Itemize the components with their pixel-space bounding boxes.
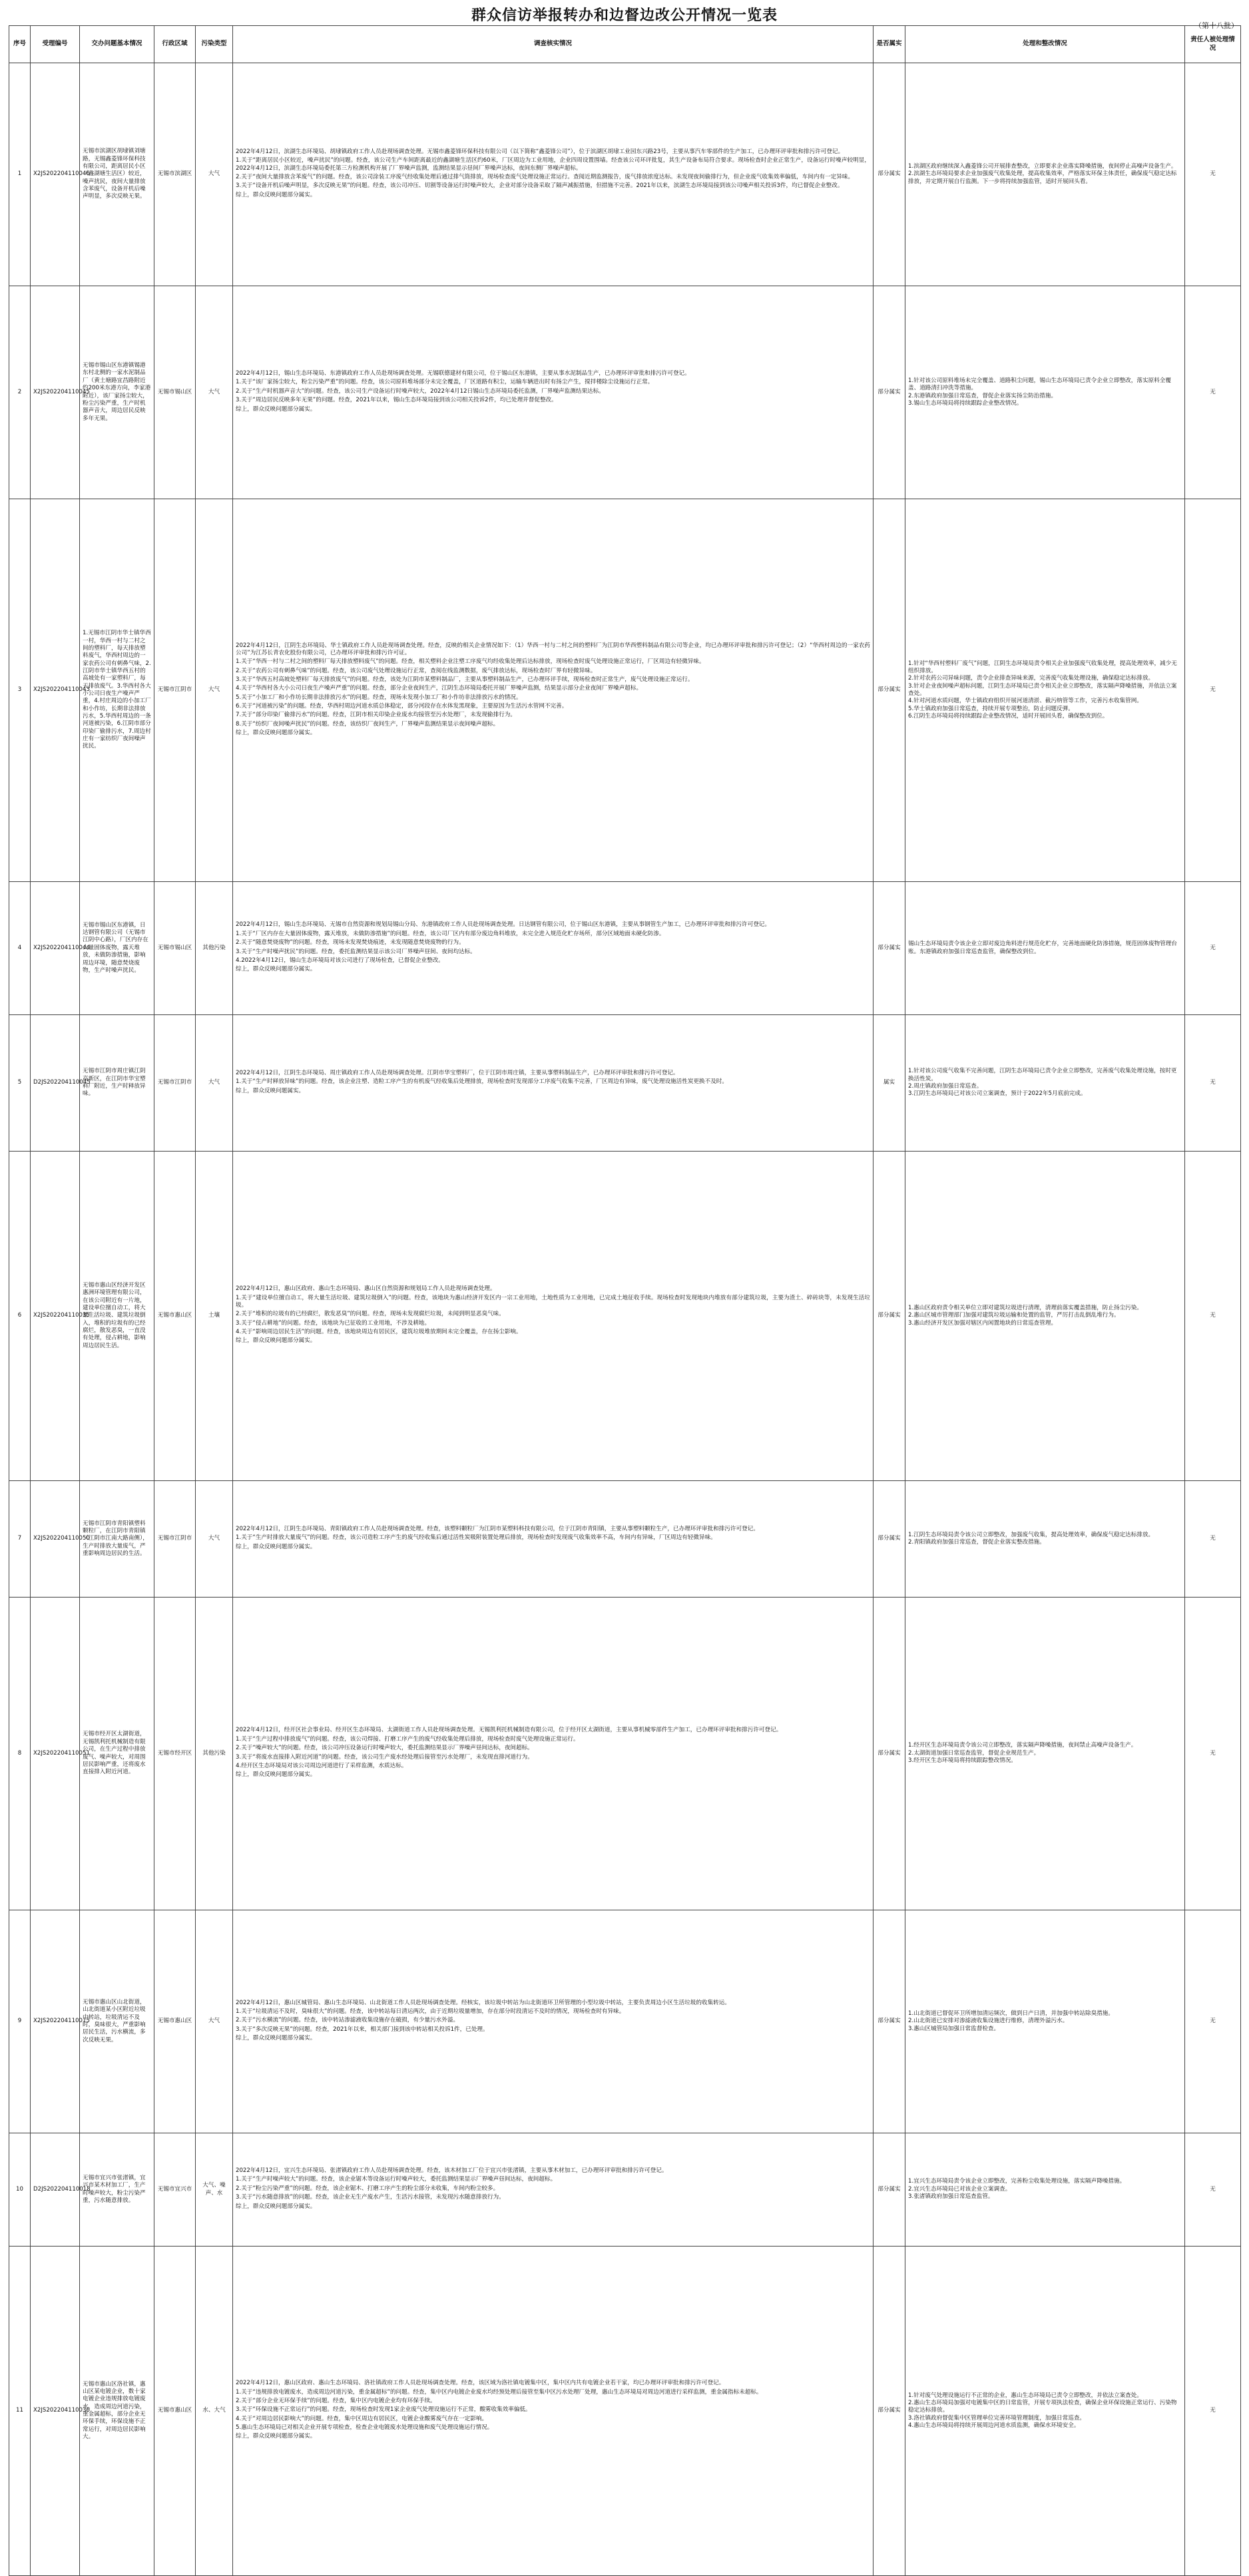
investigation-paragraph: 综上，群众反映问题部分属实。	[236, 2035, 316, 2042]
district: 无锡市锡山区	[154, 286, 196, 499]
investigation-paragraph: 4.关于“华西村各大小公司日夜生产噪声严重”的问题。经查，部分企业夜间生产，江阴生态环境局委托开展厂界噪声监测，结果显示部分企业夜间厂界噪声超标。	[236, 685, 642, 692]
batch-label: （第十八批）	[1194, 21, 1238, 30]
district: 无锡市惠山区	[154, 1152, 196, 1481]
verified-status: 部分属实	[874, 63, 905, 286]
district: 无锡市江阴市	[154, 1015, 196, 1152]
row-number: 9	[9, 1910, 31, 2133]
handling-details: 1.山北街道已督促环卫所增加清运频次，做到日产日清，并加强中转站除臭措施。 2.山北街道已安排对渗滤液收集设施进行维修，清理外溢污水。 3.惠山区城管局加强日常监督检查。	[905, 1910, 1185, 2133]
accountability: 无	[1185, 2247, 1241, 2576]
accountability: 无	[1185, 63, 1241, 286]
investigation-details	[233, 286, 874, 499]
receipt-code: X2JS202204110051	[31, 1598, 80, 1910]
handling-details: 1.江阴生态环境局责令该公司立即整改，加强废气收集，提高处理效率，确保废气稳定达标排放。 2.青阳镇政府加强日常巡查，督促企业落实整改措施。	[905, 1481, 1185, 1598]
investigation-paragraph: 2.关于“生产时机器声音大”的问题。经查，该公司生产设备运行时噪声较大，2022年4月12日锡山生态环境局委托监测，厂界噪声监测结果达标。	[236, 387, 605, 395]
row-number: 5	[9, 1015, 31, 1152]
issue-summary: 无锡市滨湖区胡埭镇刘塘路，无锡鑫菱锋环保科技有限公司，距离居民小区（鑫湖塘生活区）较近，噪声扰民，夜间大量排放含苯废气，设备开机后噪声明显，多次反映无果。	[80, 63, 154, 286]
pollution-type: 大气、噪声、水	[196, 2133, 233, 2247]
investigation-paragraph: 1.关于“生产时排放大量废气”的问题。经查，该公司造粒工序产生的废气经收集后通过活性炭吸附装置处理后排放，现场检查时发现废气收集效率不高，车间内有异味，厂区周边有轻微异味。	[236, 1534, 716, 1542]
district: 无锡市经开区	[154, 1598, 196, 1910]
table-row	[9, 882, 1241, 1015]
accountability: 无	[1185, 1598, 1241, 1910]
investigation-paragraph: 1.关于“违规排放电镀废水，造成周边河道污染，重金属超标”的问题。经查，集中区内电镀企业废水均经预处理后接管至集中区污水处理厂处理，惠山生态环境局对周边河道进行采样监测，重金属指标未超标。	[236, 2388, 762, 2396]
investigation-paragraph: 2022年4月12日，江阴生态环境局、华士镇政府工作人员赴现场调查处理。经查，反映的相关企业情况如下：（1）华西一村与二村之间的塑料厂为江阴市华西塑料制品有限公司等企业，均已办理环评审批和排污许可登记；（2）“华西村周边的一家农药公司”为江苏长青农化股份有限公司，已办理环评审批和排污许可证。	[236, 642, 870, 656]
table-row	[9, 1598, 1241, 1910]
table-header-row	[9, 26, 1241, 63]
district: 无锡市江阴市	[154, 499, 196, 882]
investigation-paragraph: 2.关于“污水横流”的问题。经查，该中转站渗滤液收集设施存在破损，有少量污水外溢。	[236, 2017, 459, 2024]
accountability: 无	[1185, 1481, 1241, 1598]
handling-details: 1.针对该公司原料堆场未完全覆盖、道路积尘问题，锡山生态环境局已责令企业立即整改，落实原料全覆盖、道路清扫冲洗等措施。 2.东港镇政府加强日常巡查，督促企业落实扬尘防治措施。 3.锡山生态环境局将持续跟踪企业整改情况。	[905, 286, 1185, 499]
issue-summary: 无锡市经开区太湖街道，无锡凯利托机械制造有限公司，在生产过程中排放废气、噪声较大，对周围居民影响严重，还将废水直接排入附近河道。	[80, 1598, 154, 1910]
investigation-paragraph: 1.关于“生产时噪声较大”的问题。经查，该企业锯木等设备运行时噪声较大，委托监测结果显示厂界噪声昼间达标，夜间超标。	[236, 2176, 557, 2183]
investigation-details	[233, 2133, 874, 2247]
handling-details: 1.针对“华西村塑料厂废气”问题，江阴生态环境局责令相关企业加强废气收集处理，提高处理效率，减少无组织排放。 2.针对农药公司异味问题，责令企业排查异味来源，完善废气收集处理设施，确保稳定达标排放。 3.针对企业夜间噪声超标问题，江阴生态环境局已责令相关企业立即整改，落实隔声降噪措施，并依法立案查处。 4.针对河道水质问题，华士镇政府组织开展河道清淤、截污纳管等工作，完善污水收集管网。 5.华士镇政府加强日常巡查，持续开展专项整治，防止问题反弹。 6.江阴生态环境局将持续跟踪企业整改情况，适时开展回头看，确保整改到位。	[905, 499, 1185, 882]
row-number: 4	[9, 882, 31, 1015]
verified-status: 部分属实	[874, 286, 905, 499]
investigation-paragraph: 2022年4月12日，滨湖生态环境局、胡埭镇政府工作人员赴现场调查处理。无锡市鑫菱锋环保科技有限公司（以下简称“鑫菱锋公司”），位于滨湖区胡埭工业园东兴路23号，主要从事汽车零部件的生产加工，已办理环评审批和排污许可登记。	[236, 148, 844, 155]
investigation-paragraph: 3.关于“华西五村高坡处塑料厂每天排放废气”的问题。经查，该处为江阴市某塑料制品厂，主要从事塑料制品生产，已办理环评手续，现场检查时正常生产，废气处理设施正常运行。	[236, 676, 694, 683]
table-row	[9, 1015, 1241, 1152]
district: 无锡市江阴市	[154, 1481, 196, 1598]
investigation-paragraph: 4.2022年4月12日，锡山生态环境局对该公司进行了现场检查，已督促企业整改。	[236, 957, 444, 964]
investigation-details	[233, 63, 874, 286]
investigation-details	[233, 1152, 874, 1481]
pollution-type: 大气	[196, 499, 233, 882]
verified-status: 部分属实	[874, 1481, 905, 1598]
investigation-paragraph: 3.关于“环保设施不正常运行”的问题。经查，现场检查时发现1家企业废气处理设施运行不正常，酸雾收集效率偏低。	[236, 2406, 531, 2414]
receipt-code: X2JS202204110046	[31, 63, 80, 286]
investigation-details	[233, 1598, 874, 1910]
receipt-code: X2JS202204110035	[31, 1152, 80, 1481]
pollution-type: 大气	[196, 63, 233, 286]
investigation-paragraph: 综上，群众反映问题部分属实。	[236, 2203, 316, 2210]
issue-summary: 无锡市锡山区东港镇锡港东村北侧的一家水泥制品厂（黄土塘路宜昌路附近约200米东港方向，李家港附近），该厂家扬尘较大，粉尘污染严重，生产时机器声音大，周边居民反映多年无果。	[80, 286, 154, 499]
handling-details: 1.宜兴生态环境局责令该企业立即整改，完善粉尘收集处理设施，落实隔声降噪措施。 2.宜兴生态环境局已对该企业立案调查。 3.张渚镇政府加强日常巡查监管。	[905, 2133, 1185, 2247]
table-row	[9, 1481, 1241, 1598]
issue-summary: 无锡市惠山区经济开发区惠洲环境管理有限公司，在该公司附近有一片地，建设单位擅自动工，将大量生活垃圾、建筑垃圾倒入，堆积的垃圾有的已经腐烂，散发恶臭，一直没有处理，侵占耕地，影响周边居民生活。	[80, 1152, 154, 1481]
table-body	[9, 63, 1241, 2576]
investigation-paragraph: 综上，群众反映问题部分属实。	[236, 2433, 316, 2440]
verified-status: 部分属实	[874, 1152, 905, 1481]
investigation-paragraph: 3.关于“设备开机后噪声明显，多次反映无果”的问题。经查，该公司冲压、切割等设备运行时噪声较大，企业对部分设备采取了隔声减振措施，但措施不完善。2021年以来，滨湖生态环境局接到该公司噪声相关投诉3件，均已督促企业整改。	[236, 182, 844, 190]
accountability: 无	[1185, 1152, 1241, 1481]
accountability: 无	[1185, 499, 1241, 882]
complaint-table	[9, 25, 1241, 2576]
accountability: 无	[1185, 2133, 1241, 2247]
header-pollution: 污染类型	[196, 26, 233, 63]
issue-summary: 无锡市锡山区东港镇，日达钢管有限公司（无锡市江阴中心路），厂区内存在大量固体废物，露天堆放，未做防渗措施，影响周边环境，随意焚烧废物，生产时噪声扰民。	[80, 882, 154, 1015]
investigation-paragraph: 7.关于“部分印染厂偷排污水”的问题。经查，江阴市相关印染企业废水均接管至污水处理厂，未发现偷排行为。	[236, 712, 517, 719]
investigation-paragraph: 4.关于“影响周边居民生活”的问题。经查，该地块周边有居民区，建筑垃圾堆放期间未完全覆盖，存在扬尘影响。	[236, 1329, 522, 1336]
issue-summary: 无锡市宜兴市张渚镇，宜兴市某木材加工厂，生产时噪声较大，粉尘污染严重，污水随意排放。	[80, 2133, 154, 2247]
row-number: 2	[9, 286, 31, 499]
verified-status: 部分属实	[874, 1598, 905, 1910]
district: 无锡市宜兴市	[154, 2133, 196, 2247]
row-number: 11	[9, 2247, 31, 2576]
header-issue: 交办问题基本情况	[80, 26, 154, 63]
investigation-paragraph: 综上，群众反映问题部分属实。	[236, 1771, 316, 1779]
accountability: 无	[1185, 1910, 1241, 2133]
accountability: 无	[1185, 882, 1241, 1015]
receipt-code: X2JS202204110015	[31, 1910, 80, 2133]
investigation-paragraph: 2022年4月12日，宜兴生态环境局、张渚镇政府工作人员赴现场调查处理。经查，该木材加工厂位于宜兴市张渚镇，主要从事木材加工，已办理环评审批和排污许可登记。	[236, 2167, 668, 2175]
verified-status: 部分属实	[874, 1910, 905, 2133]
pollution-type: 大气	[196, 1910, 233, 2133]
district: 无锡市滨湖区	[154, 63, 196, 286]
header-accountability: 责任人被处理情况	[1185, 26, 1241, 63]
pollution-type: 其他污染	[196, 882, 233, 1015]
accountability: 无	[1185, 1015, 1241, 1152]
investigation-paragraph: 4.关于“对周边居民影响大”的问题。经查，集中区周边有居民区，电镀企业酸雾废气存在一定影响。	[236, 2415, 488, 2422]
accountability: 无	[1185, 286, 1241, 499]
receipt-code: X2JS202204110044	[31, 882, 80, 1015]
investigation-paragraph: 3.关于“多次反映无果”的问题。经查，2021年以来，相关部门接到该中转站相关投诉1件，已处理。	[236, 2026, 489, 2033]
investigation-paragraph: 3.关于“生产时噪声扰民”的问题。经查，委托监测结果显示该公司厂界噪声昼间、夜间均达标。	[236, 948, 476, 955]
investigation-paragraph: 1.关于“垃圾清运不及时，臭味很大”的问题。经查，该中转站每日清运两次，由于近期垃圾量增加，存在部分时段清运不及时的情况，现场检查时有异味。	[236, 2008, 625, 2015]
investigation-paragraph: 2022年4月12日，惠山区政府、惠山生态环境局、惠山区自然资源和规划局工作人员赴现场调查处理。	[236, 1285, 496, 1293]
investigation-paragraph: 2.关于“噪声较大”的问题。经查，该公司冲压设备运行时噪声较大，委托监测结果显示厂界噪声昼间达标，夜间超标。	[236, 1745, 533, 1752]
investigation-paragraph: 综上，群众反映问题部分属实。	[236, 1543, 316, 1550]
investigation-paragraph: 1.关于“生产时释放异味”的问题。经查，该企业注塑、造粒工序产生的有机废气经收集后处理排放，现场检查时发现部分工序废气收集不完善，厂区周边有异味，废气处理设施活性炭更换不及时。	[236, 1078, 728, 1086]
investigation-paragraph: 2022年4月12日，江阴生态环境局、周庄镇政府工作人员赴现场调查处理。江阴市华宝塑料厂，位于江阴市周庄镇，主要从事塑料制品生产，已办理环评审批和排污许可登记。	[236, 1069, 679, 1076]
investigation-paragraph: 1.关于“距离居民小区较近，噪声扰民”的问题。经查，该公司生产车间距离最近的鑫湖塘生活区约60米，厂区周边为工业用地，企业四周设置围墙。经查该公司环评批复，其生产设备布局符合要求。现场检查时企业正常生产，设备运行时噪声较明显，2022年4月12日，滨湖生态环境局委托第三方检测机构开展了厂界噪声监测，监测结果显示昼间厂界噪声达标，夜间东侧厂界噪声超标。	[236, 157, 870, 172]
pollution-type: 大气	[196, 1481, 233, 1598]
issue-summary: 1.无锡市江阴市华士镇华西一村，华西一村与二村之间的塑料厂，每天排放塑料废气，华西村周边的一家农药公司有刺鼻气味，2.江阴市华士镇华西五村的高坡处有一家塑料厂，每天排放废气。3.华西村各大小公司日夜生产噪声严重，4.村庄周边的小加工厂和小作坊，长期非法排放污水，5.华西村周边的一条河道被污染，6.江阴市部分印染厂偷排污水，7.周边村庄有一家纺织厂夜间噪声扰民。	[80, 499, 154, 882]
investigation-paragraph: 1.关于“厂区内存在大量固体废物，露天堆放，未做防渗措施”的问题。经查，该公司厂区内有部分废边角料堆放，未完全进入规范化贮存场所，部分区域地面未硬化防渗。	[236, 930, 665, 937]
verified-status: 部分属实	[874, 882, 905, 1015]
investigation-paragraph: 3.关于“侵占耕地”的问题。经查，该地块为已征收的工业用地，不涉及耕地。	[236, 1319, 431, 1327]
investigation-paragraph: 2022年4月12日，惠山区政府、惠山生态环境局、洛社镇政府工作人员赴现场调查处理。经查，该区域为洛社镇电镀集中区，集中区内共有电镀企业若干家，均已办理环评审批和排污许可登记。	[236, 2380, 725, 2387]
header-district: 行政区域	[154, 26, 196, 63]
header-verified: 是否属实	[874, 26, 905, 63]
investigation-paragraph: 综上，群众反映问题属实。	[236, 1087, 305, 1094]
investigation-paragraph: 8.关于“纺织厂夜间噪声扰民”的问题。经查，该纺织厂夜间生产，厂界噪声监测结果显示夜间噪声超标。	[236, 720, 499, 728]
investigation-paragraph: 2022年4月12日，江阴生态环境局、青阳镇政府工作人员赴现场调查处理。经查，该塑料颗粒厂为江阴市某塑料科技有限公司，位于江阴市青阳镇，主要从事塑料颗粒生产，已办理环评审批和排污许可登记。	[236, 1525, 759, 1532]
verified-status: 部分属实	[874, 2247, 905, 2576]
investigation-paragraph: 2.关于“随意焚烧废物”的问题。经查，现场未发现焚烧痕迹，未发现随意焚烧废物的行为。	[236, 939, 465, 947]
investigation-paragraph: 2.关于“粉尘污染严重”的问题。经查，该企业锯木、打磨工序产生的粉尘部分未收集，车间内粉尘较多。	[236, 2185, 499, 2192]
investigation-details	[233, 1910, 874, 2133]
verified-status: 属实	[874, 1015, 905, 1152]
investigation-paragraph: 1.关于“华西一村与二村之间的塑料厂每天排放塑料废气”的问题。经查，相关塑料企业注塑工序废气均经收集处理后达标排放，现场检查时废气处理设施正常运行，厂区周边有轻微异味。	[236, 658, 705, 666]
investigation-paragraph: 2.关于“农药公司有刺鼻气味”的问题。经查，该公司废气处理设施运行正常，查阅在线监测数据，废气排放达标，现场检查时厂界有轻微异味。	[236, 667, 597, 674]
district: 无锡市惠山区	[154, 2247, 196, 2576]
table-row	[9, 63, 1241, 286]
receipt-code: X2JS202204110036	[31, 2247, 80, 2576]
receipt-code: X2JS202204110043	[31, 499, 80, 882]
row-number: 3	[9, 499, 31, 882]
investigation-details	[233, 499, 874, 882]
issue-summary: 无锡市江阴市周庄镇江阴高新区，在江阴市华宝塑料厂附近，生产时释放异味。	[80, 1015, 154, 1152]
table-row	[9, 2247, 1241, 2576]
investigation-paragraph: 1.关于“该厂家扬尘较大，粉尘污染严重”的问题。经查，该公司原料堆场部分未完全覆盖，厂区道路有积尘，运输车辆进出时有扬尘产生，搅拌楼除尘设施运行正常。	[236, 379, 654, 386]
issue-summary: 无锡市惠山区山北街道，山北街道某小区附近垃圾中转站，垃圾清运不及时，臭味很大，严重影响居民生活，污水横流，多次反映无果。	[80, 1910, 154, 2133]
receipt-code: D2JS202204110018	[31, 2133, 80, 2247]
investigation-paragraph: 1.关于“生产过程中排放废气”的问题。经查，该公司焊接、打磨工序产生的废气经收集处理后排放，现场检查时废气处理设施正常运行。	[236, 1735, 579, 1743]
handling-details: 1.经开区生态环境局责令该公司立即整改，落实隔声降噪措施，夜间禁止高噪声设备生产。 2.太湖街道加强日常巡查监管，督促企业规范生产。 3.经开区生态环境局将持续跟踪整改情况。	[905, 1598, 1185, 1910]
header-handling: 处理和整改情况	[905, 26, 1185, 63]
table-row	[9, 1152, 1241, 1481]
investigation-paragraph: 3.关于“将废水直接排入附近河道”的问题。经查，该公司生产废水经处理后接管至污水处理厂，未发现直排河道行为。	[236, 1753, 533, 1761]
investigation-paragraph: 2022年4月12日，锡山生态环境局、无锡市自然资源和规划局锡山分局、东港镇政府工作人员赴现场调查处理。日达钢管有限公司，位于锡山区东港镇，主要从事钢管生产加工，已办理环评审批和排污许可登记。	[236, 921, 771, 929]
investigation-paragraph: 2.关于“堆积的垃圾有的已经腐烂，散发恶臭”的问题。经查，现场未发现腐烂垃圾，未闻到明显恶臭气味。	[236, 1311, 505, 1318]
investigation-details	[233, 1481, 874, 1598]
table-row	[9, 286, 1241, 499]
investigation-paragraph: 1.关于“建设单位擅自动工，将大量生活垃圾、建筑垃圾倒入”的问题。经查，该地块为惠山经济开发区内一宗工业用地，土地性质为工业用地，已完成土地征收手续。现场检查时发现地块内堆放有部分建筑垃圾，主要为渣土、碎砖块等，未发现生活垃圾。	[236, 1294, 870, 1309]
issue-summary: 无锡市惠山区洛社镇，惠山区某电镀企业，数十家电镀企业违规排放电镀废水，造成周边河道污染，重金属超标，部分企业无环保手续，环保设施不正常运行，对周边居民影响大。	[80, 2247, 154, 2576]
investigation-paragraph: 综上，群众反映问题部分属实。	[236, 405, 316, 413]
investigation-paragraph: 5.关于“小加工厂和小作坊长期非法排放污水”的问题。经查，现场未发现小加工厂和小作坊非法排放污水的情况。	[236, 694, 522, 701]
pollution-type: 水、大气	[196, 2247, 233, 2576]
investigation-paragraph: 4.经开区生态环境局对该公司周边河道进行了采样监测，水质达标。	[236, 1762, 407, 1769]
handling-details: 1.惠山区政府责令相关单位立即对建筑垃圾进行清理，清理前落实覆盖措施，防止扬尘污染。 2.惠山区城市管理部门加强对建筑垃圾运输和处置的监管，严厉打击乱倒乱堆行为。 3.惠山经济开发区加强对辖区内闲置地块的日常巡查管理。	[905, 1152, 1185, 1481]
handling-details: 1.滨湖区政府继续深入鑫菱锋公司开展排查整改，立即要求企业落实降噪措施，夜间停止高噪声设备生产。 2.滨湖生态环境局要求企业加强废气收集处理，提高收集效率，严格落实环保主体责任，确保废气稳定达标排放，并定期开展自行监测。下一步将持续加强监管，适时开展回头看。	[905, 63, 1185, 286]
investigation-paragraph: 综上，群众反映问题部分属实。	[236, 966, 316, 973]
pollution-type: 土壤	[196, 1152, 233, 1481]
row-number: 6	[9, 1152, 31, 1481]
investigation-paragraph: 综上，群众反映问题部分属实。	[236, 1337, 316, 1345]
investigation-paragraph: 2.关于“夜间大量排放含苯废气”的问题。经查，该公司涂装工序废气经收集处理后通过排气筒排放，现场检查废气处理设施正常运行。查阅近期监测报告，废气排放浓度达标。未发现夜间偷排行为，但企业废气收集效率偏低，车间内有一定异味。	[236, 174, 854, 180]
investigation-paragraph: 3.关于“污水随意排放”的问题。经查，该企业无生产废水产生，生活污水接管，未发现污水随意排放行为。	[236, 2194, 505, 2201]
header-investigation: 调查核实情况	[233, 26, 874, 63]
table-row	[9, 499, 1241, 882]
pollution-type: 大气	[196, 286, 233, 499]
row-number: 7	[9, 1481, 31, 1598]
investigation-paragraph: 综上，群众反映问题部分属实。	[236, 730, 316, 737]
handling-details: 锡山生态环境局责令该企业立即对废边角料进行规范化贮存，完善地面硬化防渗措施，规范固体废物管理台账。东港镇政府加强日常巡查监管，确保整改到位。	[905, 882, 1185, 1015]
pollution-type: 大气	[196, 1015, 233, 1152]
header-code: 受理编号	[31, 26, 80, 63]
investigation-paragraph: 2022年4月12日，经开区社会事业局、经开区生态环境局、太湖街道工作人员赴现场调查处理。无锡凯利托机械制造有限公司，位于经开区太湖街道，主要从事机械零部件生产加工，已办理环评审批和排污许可登记。	[236, 1727, 782, 1734]
row-number: 8	[9, 1598, 31, 1910]
district: 无锡市惠山区	[154, 1910, 196, 2133]
investigation-paragraph: 6.关于“河道被污染”的问题。经查，华西村周边河道水质总体稳定，部分河段存在水体发黑现象，主要原因为生活污水管网不完善。	[236, 703, 568, 710]
table-row	[9, 2133, 1241, 2247]
investigation-paragraph: 综上，群众反映问题部分属实。	[236, 191, 316, 198]
verified-status: 部分属实	[874, 499, 905, 882]
page-title: 群众信访举报转办和边督边改公开情况一览表	[471, 7, 778, 24]
investigation-paragraph: 5.惠山生态环境局已对相关企业开展专项检查，检查企业电镀废水处理设施和废气处理设施运行情况。	[236, 2424, 493, 2432]
verified-status: 部分属实	[874, 2133, 905, 2247]
issue-summary: 无锡市江阴市青阳镇塑料颗粒厂，在江阴市青阳镇（江阴市江南大路南侧），生产时排放大量废气，严重影响周边居民的生活。	[80, 1481, 154, 1598]
investigation-details	[233, 2247, 874, 2576]
receipt-code: D2JS202204110045	[31, 1015, 80, 1152]
investigation-paragraph: 2022年4月12日，锡山生态环境局、东港镇政府工作人员赴现场调查处理。无锡联德建材有限公司，位于锡山区东港镇，主要从事水泥制品生产，已办理环评审批和排污许可登记。	[236, 370, 690, 377]
investigation-paragraph: 3.关于“周边居民反映多年无果”的问题。经查，2021年以来，锡山生态环境局接到该公司相关投诉2件，均已处理并督促整改。	[236, 397, 557, 404]
district: 无锡市锡山区	[154, 882, 196, 1015]
handling-details: 1.针对废气处理设施运行不正常的企业，惠山生态环境局已责令立即整改，并依法立案查处。 2.惠山生态环境局加强对电镀集中区的日常监管，开展专项执法检查，确保企业环保设施正常运行、污染物稳定达标排放。 3.洛社镇政府督促集中区管理单位完善环境管理制度，加强日常巡查。 4.惠山生态环境局将持续开展周边河道水质监测，确保水环境安全。	[905, 2247, 1185, 2576]
receipt-code: X2JS202204110045	[31, 286, 80, 499]
pollution-type: 其他污染	[196, 1598, 233, 1910]
row-number: 1	[9, 63, 31, 286]
investigation-details	[233, 882, 874, 1015]
header-no: 序号	[9, 26, 31, 63]
table-row	[9, 1910, 1241, 2133]
row-number: 10	[9, 2133, 31, 2247]
investigation-paragraph: 2022年4月12日，惠山区城管局、惠山生态环境局、山北街道工作人员赴现场调查处理。经核实，该垃圾中转站为山北街道环卫所管理的小型垃圾中转站，主要负责周边小区生活垃圾的收集转运。	[236, 1999, 730, 2006]
handling-details: 1.针对该公司废气收集不完善问题，江阴生态环境局已责令企业立即整改，完善废气收集处理设施，按时更换活性炭。 2.周庄镇政府加强日常巡查。 3.江阴生态环境局已对该公司立案调查，预计于2022年5月底前完成。	[905, 1015, 1185, 1152]
receipt-code: X2JS202204110050	[31, 1481, 80, 1598]
investigation-paragraph: 2.关于“部分企业无环保手续”的问题。经查，集中区内电镀企业均有环保手续。	[236, 2397, 436, 2404]
investigation-details	[233, 1015, 874, 1152]
